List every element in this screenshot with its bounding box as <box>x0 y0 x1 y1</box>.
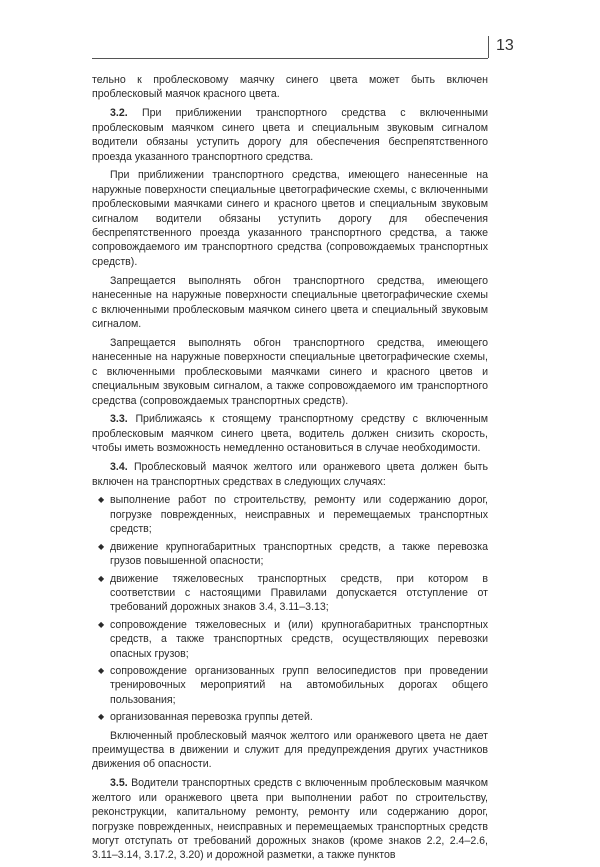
bullet-icon: ◆ <box>98 573 105 583</box>
page-number: 13 <box>496 37 514 54</box>
list-item-text: сопровождение тяжеловесных и (или) крупногабаритных транспортных средств, а также транспортных средств, осуществляющих перевозки опасных грузов; <box>110 618 488 660</box>
paragraph-3-3 <box>92 412 488 455</box>
paragraph: Запрещается выполнять обгон транспортного средства, имеющего нанесенные на наружные поверхности специальные цветографические схемы, с включенными проблесковыми маячками синего и красного цветов и специальным звуковым сигналом, а также сопровождаемого им транспортного средства (сопровождаемых транспортных средств). <box>92 336 488 407</box>
list-item-text: движение крупногабаритных транспортных средств, а также перевозка грузов повышенной опасности; <box>110 540 488 568</box>
paragraph-3-4 <box>92 460 488 489</box>
header-rule <box>92 58 488 59</box>
section-number: 3.5. <box>110 777 128 790</box>
paragraph-text: Приближаясь к стоящему транспортному средству с включенным проблесковым маячком синего цвета, водитель должен снизить скорость, чтобы иметь возможность немедленно остановиться в случае необходимости. <box>92 413 488 455</box>
list-item <box>92 572 488 615</box>
section-number: 3.3. <box>110 413 128 426</box>
paragraph: Запрещается выполнять обгон транспортного средства, имеющего нанесенные на наружные поверхности специальные цветографические схемы с включенными проблесковым маячком синего цвета и специальный звуковым сигналом. <box>92 274 488 330</box>
list-item-text: движение тяжеловесных транспортных средств, при котором в соответствии с настоящими Правилами допускается отступление от требований дорожных знаков 3.4, 3.11–3.13; <box>110 572 488 614</box>
bullet-icon: ◆ <box>98 712 105 722</box>
list-item <box>92 540 488 569</box>
list-item <box>92 493 488 536</box>
paragraph-3-2 <box>92 106 488 164</box>
header-divider <box>488 36 489 58</box>
page-body <box>92 73 488 867</box>
paragraph-text: При приближении транспортного средства с включенными проблесковым маячком синего цвета и специальным звуковым сигналом водители обязаны уступить дорогу для обеспечения беспрепятственного проезда указанного транспортного средства. <box>92 107 488 163</box>
list-item-text: выполнение работ по строительству, ремонту или содержанию дорог, погрузке поврежденных, неисправных и перемещаемых транспортных средств; <box>110 494 488 536</box>
paragraph-text: Проблесковый маячок желтого или оранжевого цвета должен быть включен на транспортных средствах в следующих случаях: <box>92 461 488 488</box>
list-item-text: сопровождение организованных групп велосипедистов при проведении тренировочных мероприятий на автомобильных дорогах общего пользования; <box>110 664 488 706</box>
paragraph: При приближении транспортного средства, имеющего нанесенные на наружные поверхности специальные цветографические схемы, с включенными проблесковыми маячками синего и красного цветов и специальным звуковым сигналом водители обязаны уступить дорогу для обеспечения беспрепятственного проезда указанного транспортного средства, а также сопровождаемого им транспортного средства (сопровождаемых транспортных средств). <box>92 169 488 268</box>
list-item-text: организованная перевозка группы детей. <box>110 711 313 724</box>
bullet-list <box>92 493 488 724</box>
list-item <box>92 664 488 707</box>
paragraph: Включенный проблесковый маячок желтого или оранжевого цвета не дает преимущества в движении и служит для предупреждения других участников движения об опасности. <box>92 729 488 771</box>
section-number: 3.4. <box>110 461 128 474</box>
bullet-icon: ◆ <box>98 541 105 551</box>
section-number: 3.2. <box>110 107 128 120</box>
paragraph-3-5 <box>92 776 488 862</box>
paragraph-text: Водители транспортных средств с включенным проблесковым маячком желтого или оранжевого цвета при выполнении работ по строительству, реконструкции, капитальному ремонту, ремонту или содержанию дорог, погрузке поврежденных, неисправных и перемещаемых транспортных средств могут отступать от требований дорожных знаков (кроме знаков 2.2, 2.4–2.6, 3.11–3.14, 3.17.2, 3.20) и дорожной разметки, а также пунктов <box>92 777 488 862</box>
list-item <box>92 618 488 661</box>
paragraph-continuation: тельно к проблесковому маячку синего цвета может быть включен проблесковый маячок красного цвета. <box>92 74 488 101</box>
list-item <box>92 710 488 724</box>
bullet-icon: ◆ <box>98 495 105 505</box>
bullet-icon: ◆ <box>98 665 105 675</box>
bullet-icon: ◆ <box>98 619 105 629</box>
